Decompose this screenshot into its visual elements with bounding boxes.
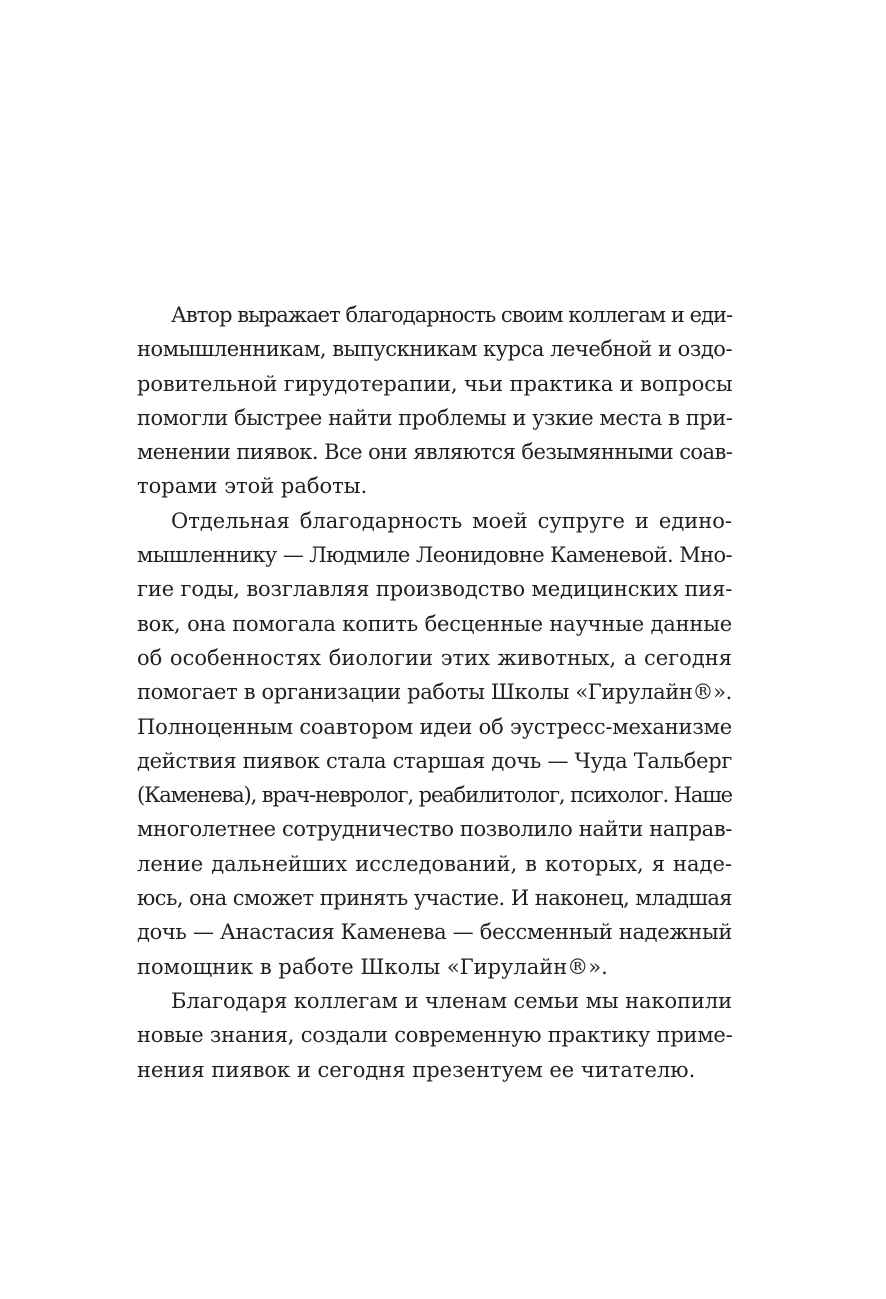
paragraph-1 xyxy=(137,298,732,504)
text-line: номышленникам, выпускникам курса лечебной и оздо- xyxy=(137,337,733,362)
text-line: Автор выражает благодарность своим коллегам и еди- xyxy=(171,303,733,327)
text-line: Благодаря коллегам и членам семьи мы накопили xyxy=(171,988,732,1013)
text-line: действия пиявок стала старшая дочь — Чуда Тальберг xyxy=(137,748,732,773)
text-line: Отдельная благодарность моей супруге и едино- xyxy=(171,508,732,533)
text-line: ление дальнейших исследований, в которых, я наде- xyxy=(137,851,732,876)
text-line: торами этой работы. xyxy=(137,474,368,499)
text-line: нения пиявок и сегодня презентуем ее читателю. xyxy=(137,1057,696,1082)
text-line: помощник в работе Школы «Гирулайн®». xyxy=(137,954,608,979)
text-line: многолетнее сотрудничество позволило найти направ- xyxy=(137,817,732,842)
text-line: (Каменева), врач-невролог, реабилитолог, психолог. Наше xyxy=(137,783,732,808)
text-line: помогает в организации работы Школы «Гирулайн®». xyxy=(137,680,732,705)
paragraph-3 xyxy=(137,984,732,1087)
text-line: менении пиявок. Все они являются безымянными соав- xyxy=(137,440,733,465)
text-line: помогли быстрее найти проблемы и узкие места в при- xyxy=(137,405,733,430)
text-line: ровительной гирудотерапии, чьи практика и вопросы xyxy=(137,371,733,396)
paragraph-2 xyxy=(137,504,732,984)
text-line: вок, она помогала копить бесценные научные данные xyxy=(137,611,732,636)
acknowledgements-text xyxy=(137,298,732,1087)
text-line: гие годы, возглавляя производство медицинских пия- xyxy=(137,577,733,602)
text-line: юсь, она сможет принять участие. И наконец, младшая xyxy=(137,886,732,911)
text-line: дочь — Анастасия Каменева — бессменный надежный xyxy=(137,920,732,945)
text-line: новые знания, создали современную практику приме- xyxy=(137,1023,733,1048)
text-line: Полноценным соавтором идеи об эустресс-механизме xyxy=(137,714,732,739)
text-line: мышленнику — Людмиле Леонидовне Каменевой. Мно- xyxy=(137,543,732,568)
text-line: об особенностях биологии этих животных, а сегодня xyxy=(137,645,732,670)
